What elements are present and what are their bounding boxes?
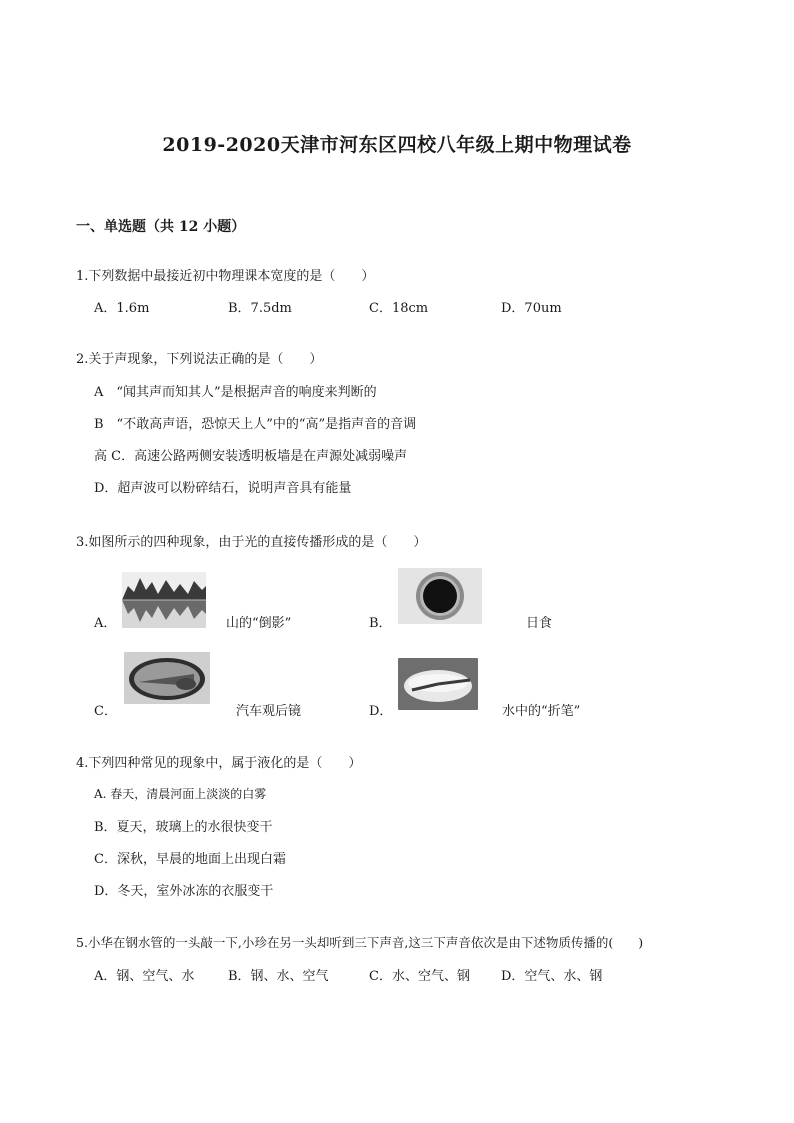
bent-pencil-image <box>398 658 478 710</box>
q4-option-d: D．冬天，室外冰冻的衣服变干 <box>94 884 274 899</box>
q3-option-c-caption: 汽车观后镜 <box>236 704 302 719</box>
q5-option-c: C．水、空气、钢 <box>369 969 470 984</box>
mountain-reflection-image <box>122 572 206 628</box>
question-2-stem: 2.关于声现象，下列说法正确的是（ ） <box>76 352 323 367</box>
question-3-stem: 3.如图所示的四种现象，由于光的直接传播形成的是（ ） <box>76 535 427 550</box>
q3-option-d-caption: 水中的“折笔” <box>502 704 581 719</box>
q4-option-a: A. 春天，清晨河面上淡淡的白雾 <box>94 787 267 801</box>
question-5-stem: 5.小华在钢水管的一头敲一下,小珍在另一头却听到三下声音,这三下声音依次是由下述物质传播的( ) <box>76 935 644 950</box>
q1-option-a: A．1.6m <box>94 301 150 316</box>
q5-option-d: D．空气、水、钢 <box>501 969 603 984</box>
question-1-stem: 1.下列数据中最接近初中物理课本宽度的是（ ） <box>76 269 375 284</box>
rearview-mirror-image <box>124 652 210 704</box>
q3-option-b-letter: B． <box>369 616 392 631</box>
q2-option-d: D．超声波可以粉碎结石，说明声音具有能量 <box>94 481 352 496</box>
q5-option-a: A．钢、空气、水 <box>94 969 195 984</box>
page-title: 2019-2020天津市河东区四校八年级上期中物理试卷 <box>162 134 632 156</box>
question-4-stem: 4.下列四种常见的现象中，属于液化的是（ ） <box>76 756 362 771</box>
q2-option-b: B “不敢高声语，恐惊天上人”中的“高”是指声音的音调 <box>94 417 417 432</box>
q3-option-a-letter: A． <box>94 616 117 631</box>
q3-option-b-caption: 日食 <box>526 616 553 631</box>
q1-option-b: B．7.5dm <box>228 301 292 316</box>
q3-option-c-letter: C． <box>94 704 117 719</box>
q2-option-a: A “闻其声而知其人”是根据声音的响度来判断的 <box>94 385 377 400</box>
q4-option-b: B．夏天，玻璃上的水很快变干 <box>94 820 273 835</box>
solar-eclipse-image <box>398 568 482 624</box>
section-heading: 一、单选题（共 12 小题） <box>76 219 246 235</box>
q1-option-c: C．18cm <box>369 301 429 316</box>
q4-option-c: C．深秋，早晨的地面上出现白霜 <box>94 852 286 867</box>
q1-option-d: D．70um <box>501 301 562 316</box>
q2-option-c: 高 C．高速公路两侧安装透明板墙是在声源处减弱噪声 <box>94 449 408 464</box>
q3-option-d-letter: D． <box>369 704 393 719</box>
q5-option-b: B．钢、水、空气 <box>228 969 329 984</box>
q3-option-a-caption: 山的“倒影” <box>226 616 292 631</box>
